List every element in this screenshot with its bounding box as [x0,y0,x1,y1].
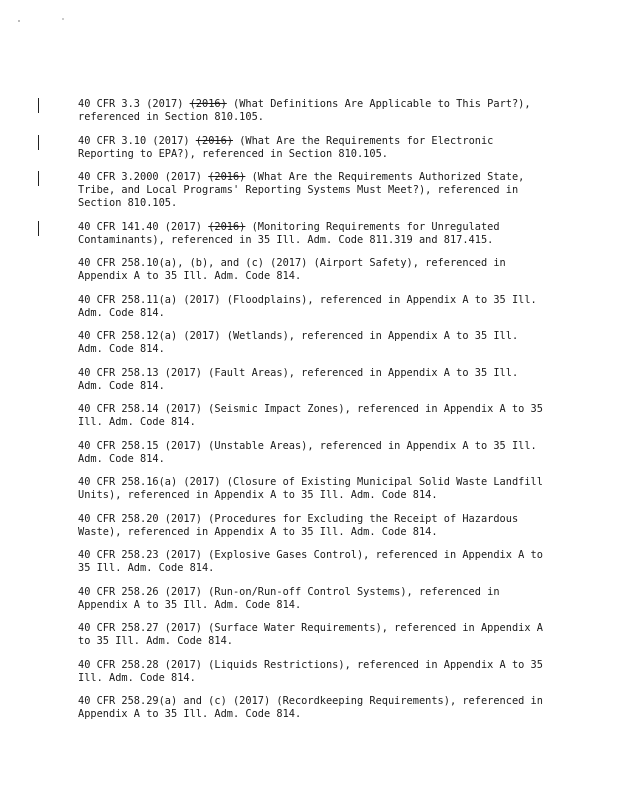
entry-text: 40 CFR 258.29(a) and (c) (2017) (Recordkeeping Requirements), referenced in Appendix A to 35 Ill. Adm. Code 814. [78,695,550,720]
entry-text: 40 CFR 258.27 (2017) (Surface Water Requirements), referenced in Appendix A to 35 Ill. Adm. Code 814. [78,622,550,647]
reference-entry [78,171,548,210]
entry-text: 40 CFR 258.28 (2017) (Liquids Restrictions), referenced in Appendix A to 35 Ill. Adm. Code 814. [78,658,550,684]
reference-entry [78,98,548,124]
entry-text: 40 CFR 258.11(a) (2017) (Floodplains), referenced in Appendix A to 35 Ill. Adm. Code 814. [78,293,543,319]
entry-text: (What Definitions Are Applicable to This Part?), referenced in Section 810.105. [78,98,537,123]
entry-prefix: 40 CFR 3.2000 (2017) [78,171,209,183]
entry-text: 40 CFR 258.14 (2017) (Seismic Impact Zones), referenced in Appendix A to 35 Ill. Adm. Code 814. [78,403,550,428]
entry-prefix: 40 CFR 3.3 (2017) [78,98,190,110]
entry-prefix: 40 CFR 3.10 (2017) [78,134,196,147]
struck-text: (2016) [208,171,246,183]
revision-bar [38,135,39,150]
reference-entry [78,257,548,283]
entry-text: (What Are the Requirements Authorized State, Tribe, and Local Programs' Reporting Systems Must Meet?), referenced in Section 810.105. [78,171,531,209]
entry-text: 40 CFR 258.13 (2017) (Fault Areas), referenced in Appendix A to 35 Ill. Adm. Code 814. [78,366,525,392]
revision-bar [38,171,39,186]
reference-entry [78,513,548,539]
entry-text: 40 CFR 258.12(a) (2017) (Wetlands), referenced in Appendix A to 35 Ill. Adm. Code 814. [78,330,525,355]
reference-list [78,98,548,732]
entry-text: 40 CFR 258.10(a), (b), and (c) (2017) (Airport Safety), referenced in Appendix A to 35 Ill. Adm. Code 814. [78,257,512,282]
reference-entry [78,695,548,721]
reference-entry [78,403,548,429]
scan-speck [18,20,20,22]
revision-bar [38,221,39,236]
reference-entry [78,135,548,161]
entry-prefix: 40 CFR 141.40 (2017) [78,220,209,233]
reference-entry [78,549,548,575]
reference-entry [78,659,548,685]
entry-text: 40 CFR 258.20 (2017) (Procedures for Excluding the Receipt of Hazardous Waste), referenced in Appendix A to 35 Ill. Adm. Code 814. [78,512,525,538]
reference-entry [78,294,548,320]
struck-text: (2016) [208,220,246,233]
revision-bar [38,98,39,113]
reference-entry [78,221,548,247]
entry-text: 40 CFR 258.26 (2017) (Run-on/Run-off Control Systems), referenced in Appendix A to 35 Ill. Adm. Code 814. [78,585,506,611]
reference-entry [78,330,548,356]
reference-entry [78,367,548,393]
reference-entry [78,622,548,648]
reference-entry [78,476,548,502]
entry-text: (Monitoring Requirements for Unregulated Contaminants), referenced in 35 Ill. Adm. Code 811.319 and 817.415. [78,220,506,246]
entry-text: (What Are the Requirements for Electronic Reporting to EPA?), referenced in Section 810.105. [78,134,500,160]
struck-text: (2016) [189,98,227,110]
entry-text: 40 CFR 258.15 (2017) (Unstable Areas), referenced in Appendix A to 35 Ill. Adm. Code 814. [78,439,543,465]
struck-text: (2016) [195,134,233,147]
reference-entry [78,440,548,466]
entry-text: 40 CFR 258.16(a) (2017) (Closure of Existing Municipal Solid Waste Landfill Units), referenced in Appendix A to 35 Ill. Adm. Code 814. [78,476,550,501]
scan-speck [62,18,64,20]
reference-entry [78,586,548,612]
entry-text: 40 CFR 258.23 (2017) (Explosive Gases Control), referenced in Appendix A to 35 Ill. Adm. Code 814. [78,549,550,574]
